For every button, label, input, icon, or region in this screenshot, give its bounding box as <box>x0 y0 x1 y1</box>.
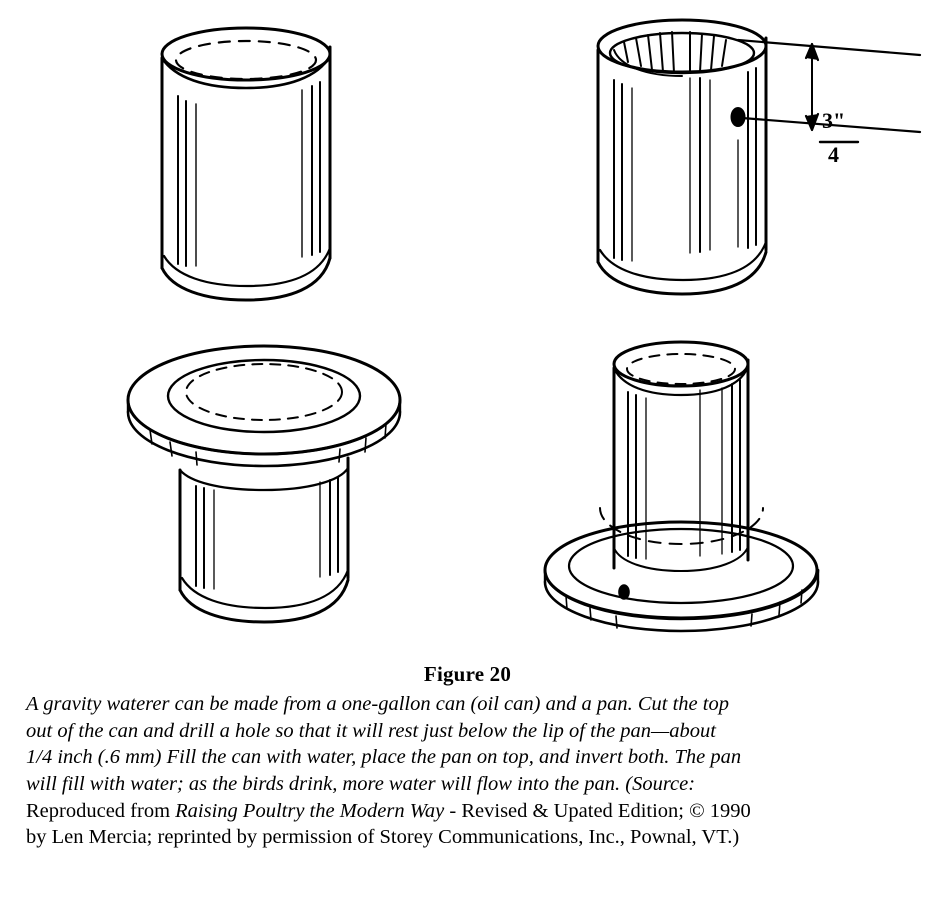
figure-title: Figure 20 <box>423 662 512 686</box>
caption-block <box>0 662 935 851</box>
caption-line-5 <box>26 798 923 825</box>
caption-source-prefix: Reproduced from <box>26 799 176 822</box>
dimension-denominator: 4 <box>828 142 839 167</box>
caption-line-4: will fill with water; as the birds drink, more water will flow into the pan. (Source: <box>26 772 696 795</box>
caption-line-6: by Len Mercia; reprinted by permission of Storey Communications, Inc., Pownal, VT.) <box>26 826 740 849</box>
caption-source-booktitle: Raising Poultry the Modern Way <box>175 799 445 822</box>
caption-line-3: 1/4 inch (.6 mm) Fill the can with water, place the pan on top, and invert both. The pan <box>26 746 742 769</box>
caption-line-2: out of the can and drill a hole so that it will rest just below the lip of the pan—about <box>26 719 716 742</box>
caption-source-suffix: - Revised & Upated Edition; © 1990 <box>444 799 751 822</box>
caption-line-1: A gravity waterer can be made from a one-gallon can (oil can) and a pan. Cut the top <box>26 693 729 715</box>
caption-text <box>0 691 935 851</box>
dimension-numerator: 3" <box>822 108 846 133</box>
